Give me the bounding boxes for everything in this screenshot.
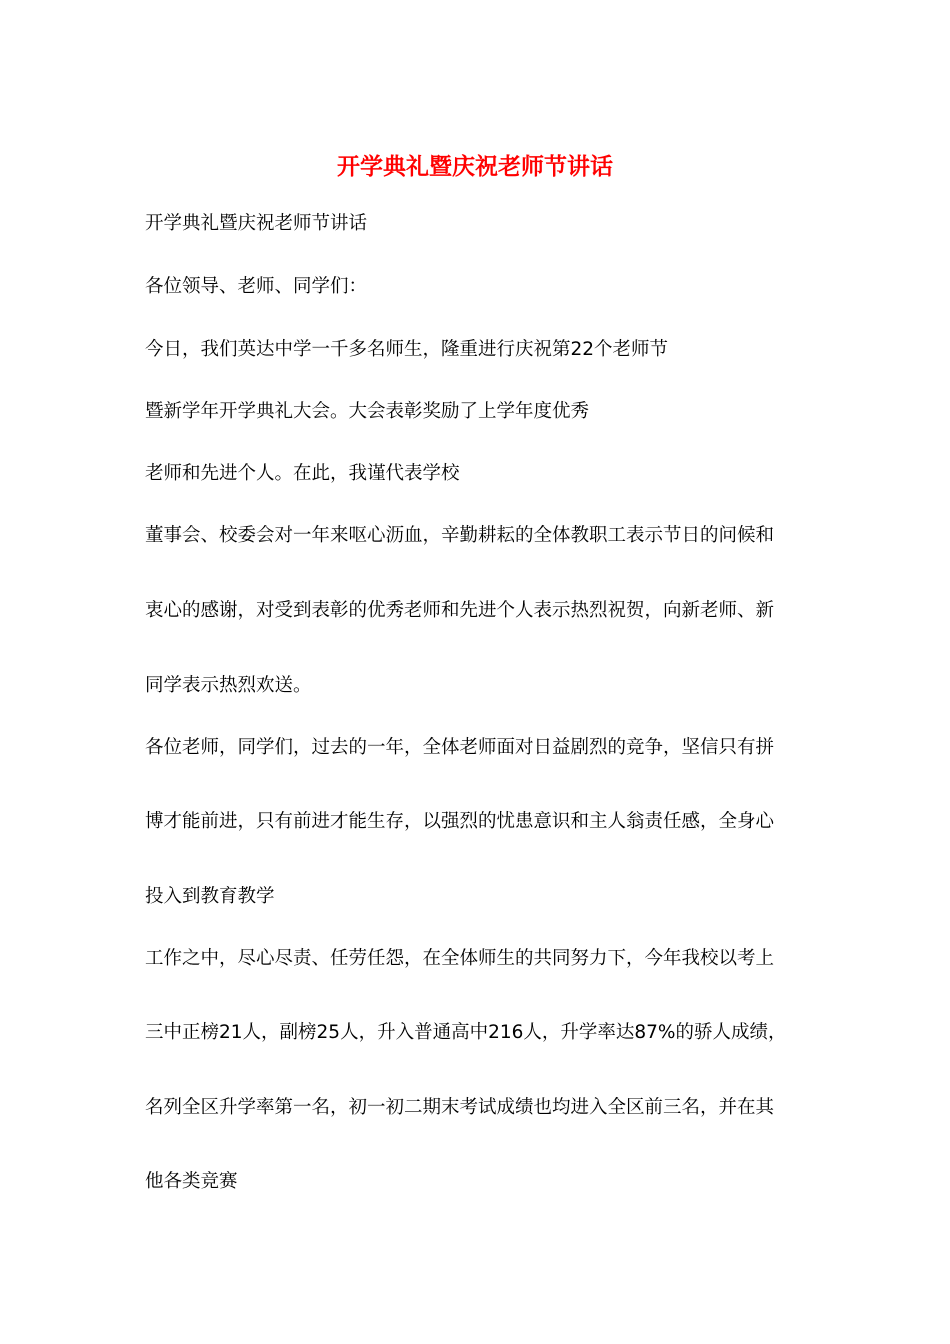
body-line: 投入到教育教学 [145,886,275,907]
salutation-line: 各位领导、老师、同学们： [145,276,368,297]
body-line: 各位老师，同学们，过去的一年，全体老师面对日益剧烈的竞争，坚信只有拼 [145,737,775,758]
subtitle-line: 开学典礼暨庆祝老师节讲话 [145,213,368,234]
body-line: 同学表示热烈欢送。 [145,675,312,696]
body-line: 老师和先进个人。在此，我谨代表学校 [145,463,460,484]
body-line: 衷心的感谢，对受到表彰的优秀老师和先进个人表示热烈祝贺，向新老师、新 [145,600,775,621]
body-line: 今日，我们英达中学一千多名师生，隆重进行庆祝第22个老师节 [145,339,669,360]
body-line: 三中正榜21人，副榜25人，升入普通高中216人，升学率达87%的骄人成绩， [145,1022,787,1043]
body-line: 董事会、校委会对一年来呕心沥血，辛勤耕耘的全体教职工表示节日的问候和 [145,525,775,546]
body-line: 他各类竞赛 [145,1171,238,1192]
body-line: 工作之中，尽心尽责、任劳任怨，在全体师生的共同努力下，今年我校以考上 [145,948,775,969]
body-line: 博才能前进，只有前进才能生存，以强烈的忧患意识和主人翁责任感，全身心 [145,811,775,832]
body-line: 名列全区升学率第一名，初一初二期末考试成绩也均进入全区前三名，并在其 [145,1097,775,1118]
document-title: 开学典礼暨庆祝老师节讲话 [337,153,613,180]
body-line: 暨新学年开学典礼大会。大会表彰奖励了上学年度优秀 [145,401,590,422]
